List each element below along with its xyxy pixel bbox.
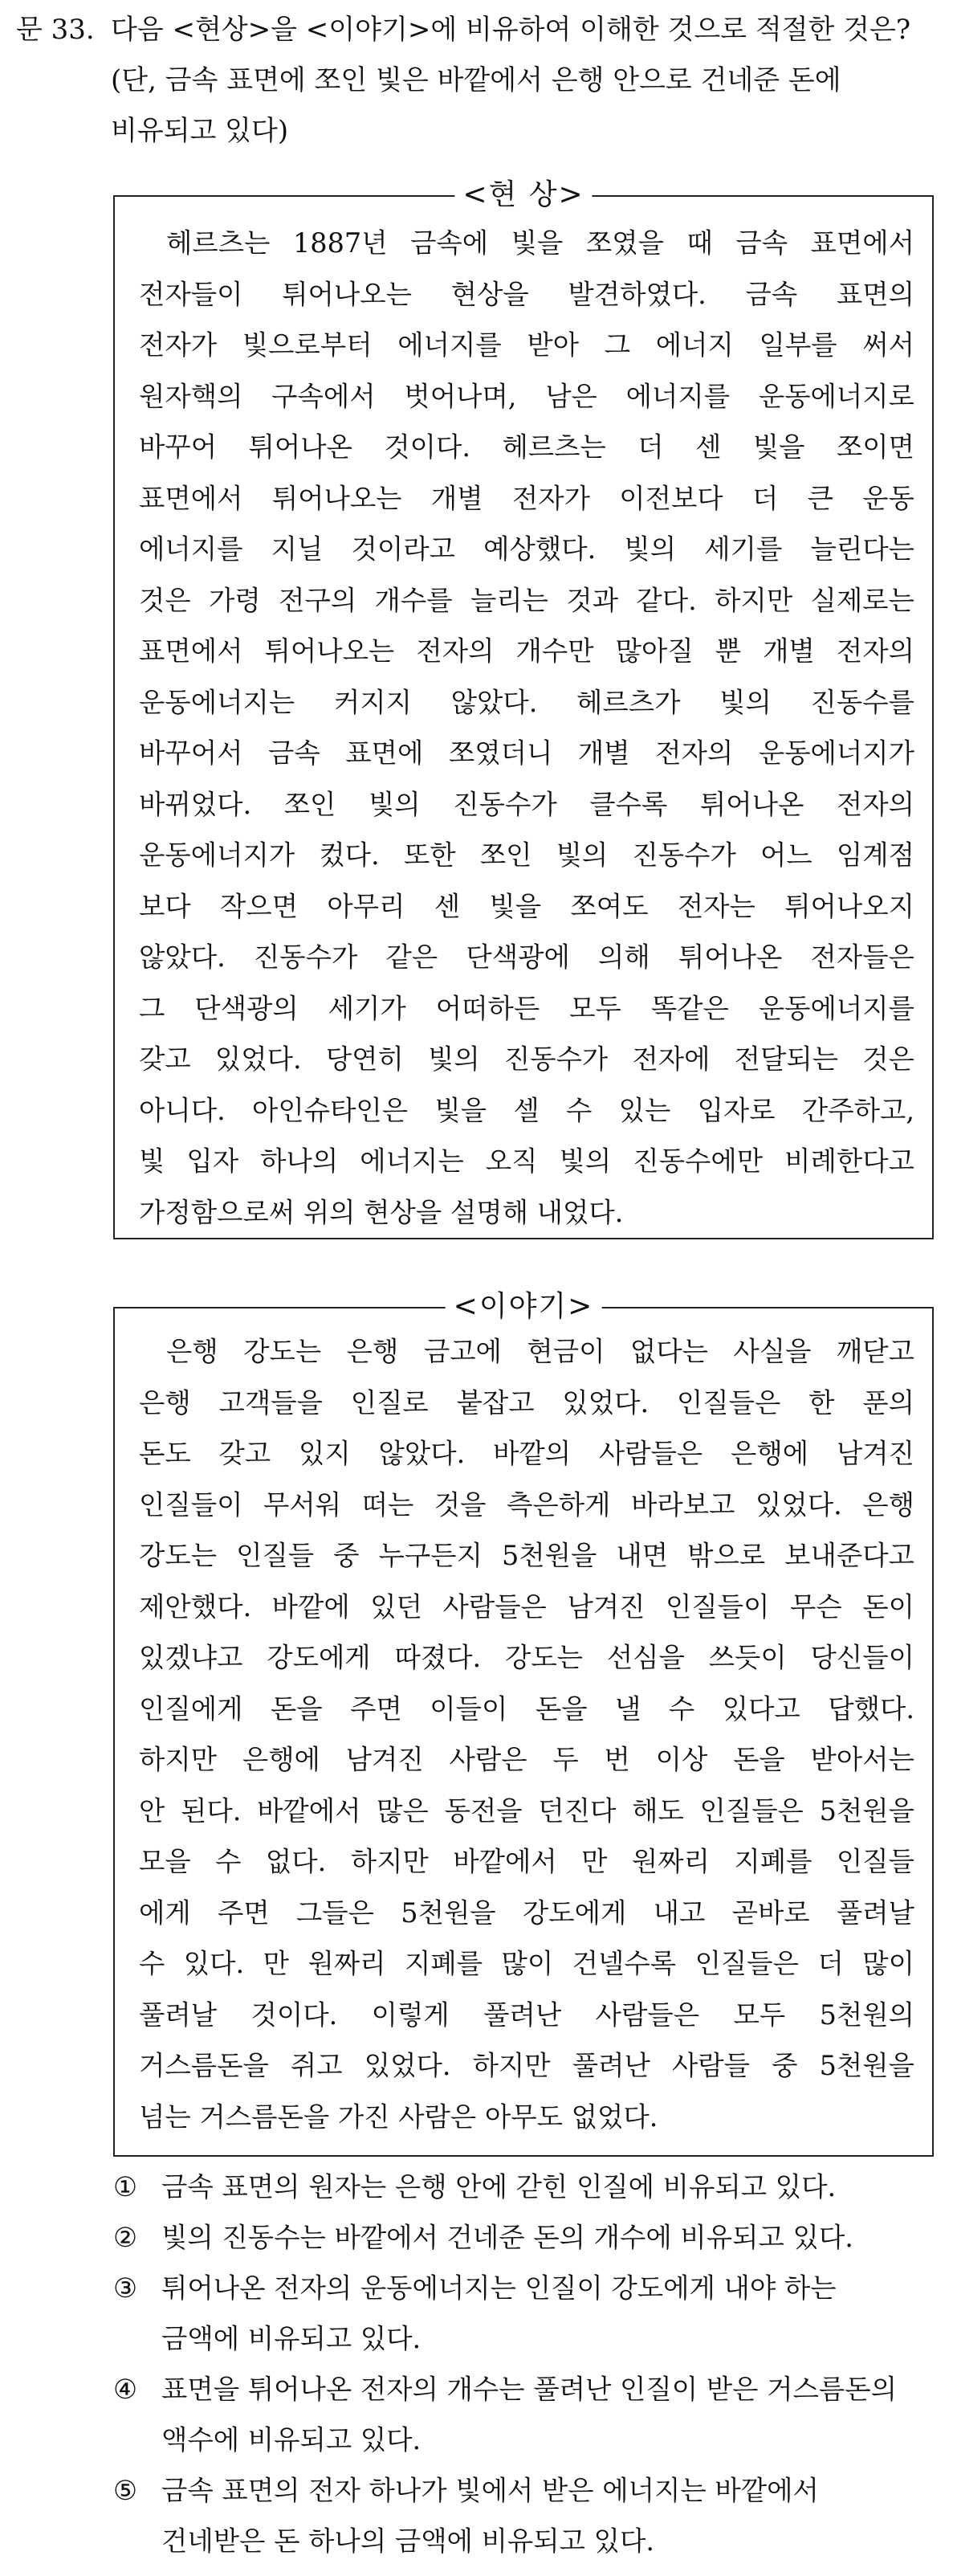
answer-choices [113, 2162, 940, 2566]
phenomenon-line: 운동에너지는 커지지 않았다. 헤르츠가 빛의 진동수를 [139, 686, 914, 718]
story-line: 은행 고객들을 인질로 붙잡고 있었다. 인질들은 한 푼의 [139, 1386, 914, 1419]
choice-text: 액수에 비유되고 있다. [161, 2424, 422, 2456]
phenomenon-line: 빛 입자 하나의 에너지는 오직 빛의 진동수에만 비례한다고 [139, 1145, 914, 1177]
story-line: 제안했다. 바깥에 있던 사람들은 남겨진 인질들이 무슨 돈이 [139, 1590, 914, 1623]
choice-2[interactable] [113, 2212, 940, 2263]
choice-number: ⑤ [113, 2475, 138, 2506]
phenomenon-line: 에너지를 지닐 것이라고 예상했다. 빛의 세기를 늘린다는 [139, 533, 914, 565]
choice-text: 금속 표면의 원자는 은행 안에 갇힌 인질에 비유되고 있다. [161, 2171, 837, 2202]
story-box [113, 1290, 934, 2157]
story-line: 안 된다. 바깥에서 많은 동전을 던진다 해도 인질들은 5천원을 [139, 1794, 914, 1827]
question-text-line: 비유되고 있다) [111, 115, 289, 147]
phenomenon-line: 표면에서 튀어나오는 개별 전자가 이전보다 더 큰 운동 [139, 482, 914, 514]
phenomenon-line: 않았다. 진동수가 같은 단색광에 의해 튀어나온 전자들은 [139, 941, 914, 973]
phenomenon-line: 아니다. 아인슈타인은 빛을 셀 수 있는 입자로 간주하고, [139, 1094, 914, 1126]
choice-5[interactable] [113, 2465, 940, 2566]
story-line: 강도는 인질들 중 누구든지 5천원을 내면 밖으로 보내준다고 [139, 1540, 914, 1571]
choice-text: 표면을 튀어나온 전자의 개수는 풀려난 인질이 받은 거스름돈의 [161, 2374, 897, 2405]
choice-3[interactable] [113, 2263, 940, 2364]
choice-4[interactable] [113, 2364, 940, 2465]
story-line: 인질에게 돈을 주면 이들이 돈을 낼 수 있다고 답했다. [139, 1692, 914, 1725]
story-line: 하지만 은행에 남겨진 사람은 두 번 이상 돈을 받아서는 [139, 1744, 914, 1775]
story-line: 돈도 갖고 있지 않았다. 바깥의 사람들은 은행에 남겨진 [139, 1438, 914, 1469]
choice-number: ③ [113, 2272, 138, 2304]
choice-text: 건네받은 돈 하나의 금액에 비유되고 있다. [161, 2525, 655, 2557]
phenomenon-line: 바뀌었다. 쪼인 빛의 진동수가 클수록 튀어나온 전자의 [139, 788, 914, 820]
choice-number: ① [113, 2171, 138, 2202]
story-line: 거스름돈을 쥐고 있었다. 하지만 풀려난 사람들 중 5천원을 [139, 2050, 914, 2081]
phenomenon-line: 헤르츠는 1887년 금속에 빛을 쪼였을 때 금속 표면에서 [166, 227, 914, 259]
phenomenon-text [139, 218, 914, 1238]
question-number: 문 33. [16, 14, 95, 46]
story-line: 넘는 거스름돈을 가진 사람은 아무도 없었다. [139, 2100, 658, 2133]
phenomenon-line: 보다 작으면 아무리 센 빛을 쪼여도 전자는 튀어나오지 [139, 890, 914, 922]
story-line: 있겠냐고 강도에게 따졌다. 강도는 선심을 쓰듯이 당신들이 [139, 1642, 914, 1673]
choice-number: ② [113, 2222, 138, 2253]
story-line: 에게 주면 그들은 5천원을 강도에게 내고 곧바로 풀려날 [139, 1896, 914, 1929]
phenomenon-line: 전자가 빛으로부터 에너지를 받아 그 에너지 일부를 써서 [139, 329, 914, 361]
story-text [139, 1326, 914, 2142]
phenomenon-line: 바꾸어서 금속 표면에 쪼였더니 개별 전자의 운동에너지가 [139, 737, 914, 769]
phenomenon-line: 갖고 있었다. 당연히 빛의 진동수가 전자에 전달되는 것은 [139, 1043, 914, 1075]
phenomenon-line: 표면에서 튀어나오는 전자의 개수만 많아질 뿐 개별 전자의 [139, 635, 914, 667]
choice-text: 튀어나온 전자의 운동에너지는 인질이 강도에게 내야 하는 [161, 2272, 837, 2304]
choice-number: ④ [113, 2374, 138, 2405]
question-text-line: (단, 금속 표면에 쪼인 빛은 바깥에서 은행 안으로 건네준 돈에 [111, 64, 841, 96]
story-line: 은행 강도는 은행 금고에 현금이 없다는 사실을 깨닫고 [166, 1336, 914, 1367]
phenomenon-line: 가정함으로써 위의 현상을 설명해 내었다. [139, 1196, 624, 1228]
story-line: 수 있다. 만 원짜리 지폐를 많이 건넬수록 인질들은 더 많이 [139, 1948, 914, 1979]
choice-1[interactable] [113, 2162, 940, 2212]
story-line: 풀려날 것이다. 이렇게 풀려난 사람들은 모두 5천원의 [139, 1998, 914, 2031]
story-line: 인질들이 무서워 떠는 것을 측은하게 바라보고 있었다. 은행 [139, 1488, 914, 1521]
phenomenon-title: <현 상> [454, 176, 592, 214]
phenomenon-line: 전자들이 튀어나오는 현상을 발견하였다. 금속 표면의 [139, 278, 914, 310]
story-title: <이야기> [446, 1288, 602, 1326]
phenomenon-line: 바꾸어 튀어나온 것이다. 헤르츠는 더 센 빛을 쪼이면 [139, 431, 914, 463]
choice-text: 금속 표면의 전자 하나가 빛에서 받은 에너지는 바깥에서 [161, 2475, 819, 2506]
phenomenon-line: 것은 가령 전구의 개수를 늘리는 것과 같다. 하지만 실제로는 [139, 584, 914, 616]
phenomenon-line: 원자핵의 구속에서 벗어나며, 남은 에너지를 운동에너지로 [139, 380, 914, 412]
story-line: 모을 수 없다. 하지만 바깥에서 만 원짜리 지폐를 인질들 [139, 1846, 914, 1877]
choice-text: 금액에 비유되고 있다. [161, 2323, 422, 2354]
choice-text: 빛의 진동수는 바깥에서 건네준 돈의 개수에 비유되고 있다. [161, 2222, 853, 2253]
phenomenon-line: 그 단색광의 세기가 어떠하든 모두 똑같은 운동에너지를 [139, 992, 914, 1024]
question-text-line: 다음 <현상>을 <이야기>에 비유하여 이해한 것으로 적절한 것은? [111, 14, 911, 46]
phenomenon-line: 운동에너지가 컸다. 또한 쪼인 빛의 진동수가 어느 임계점 [139, 839, 914, 871]
phenomenon-box [113, 178, 934, 1239]
